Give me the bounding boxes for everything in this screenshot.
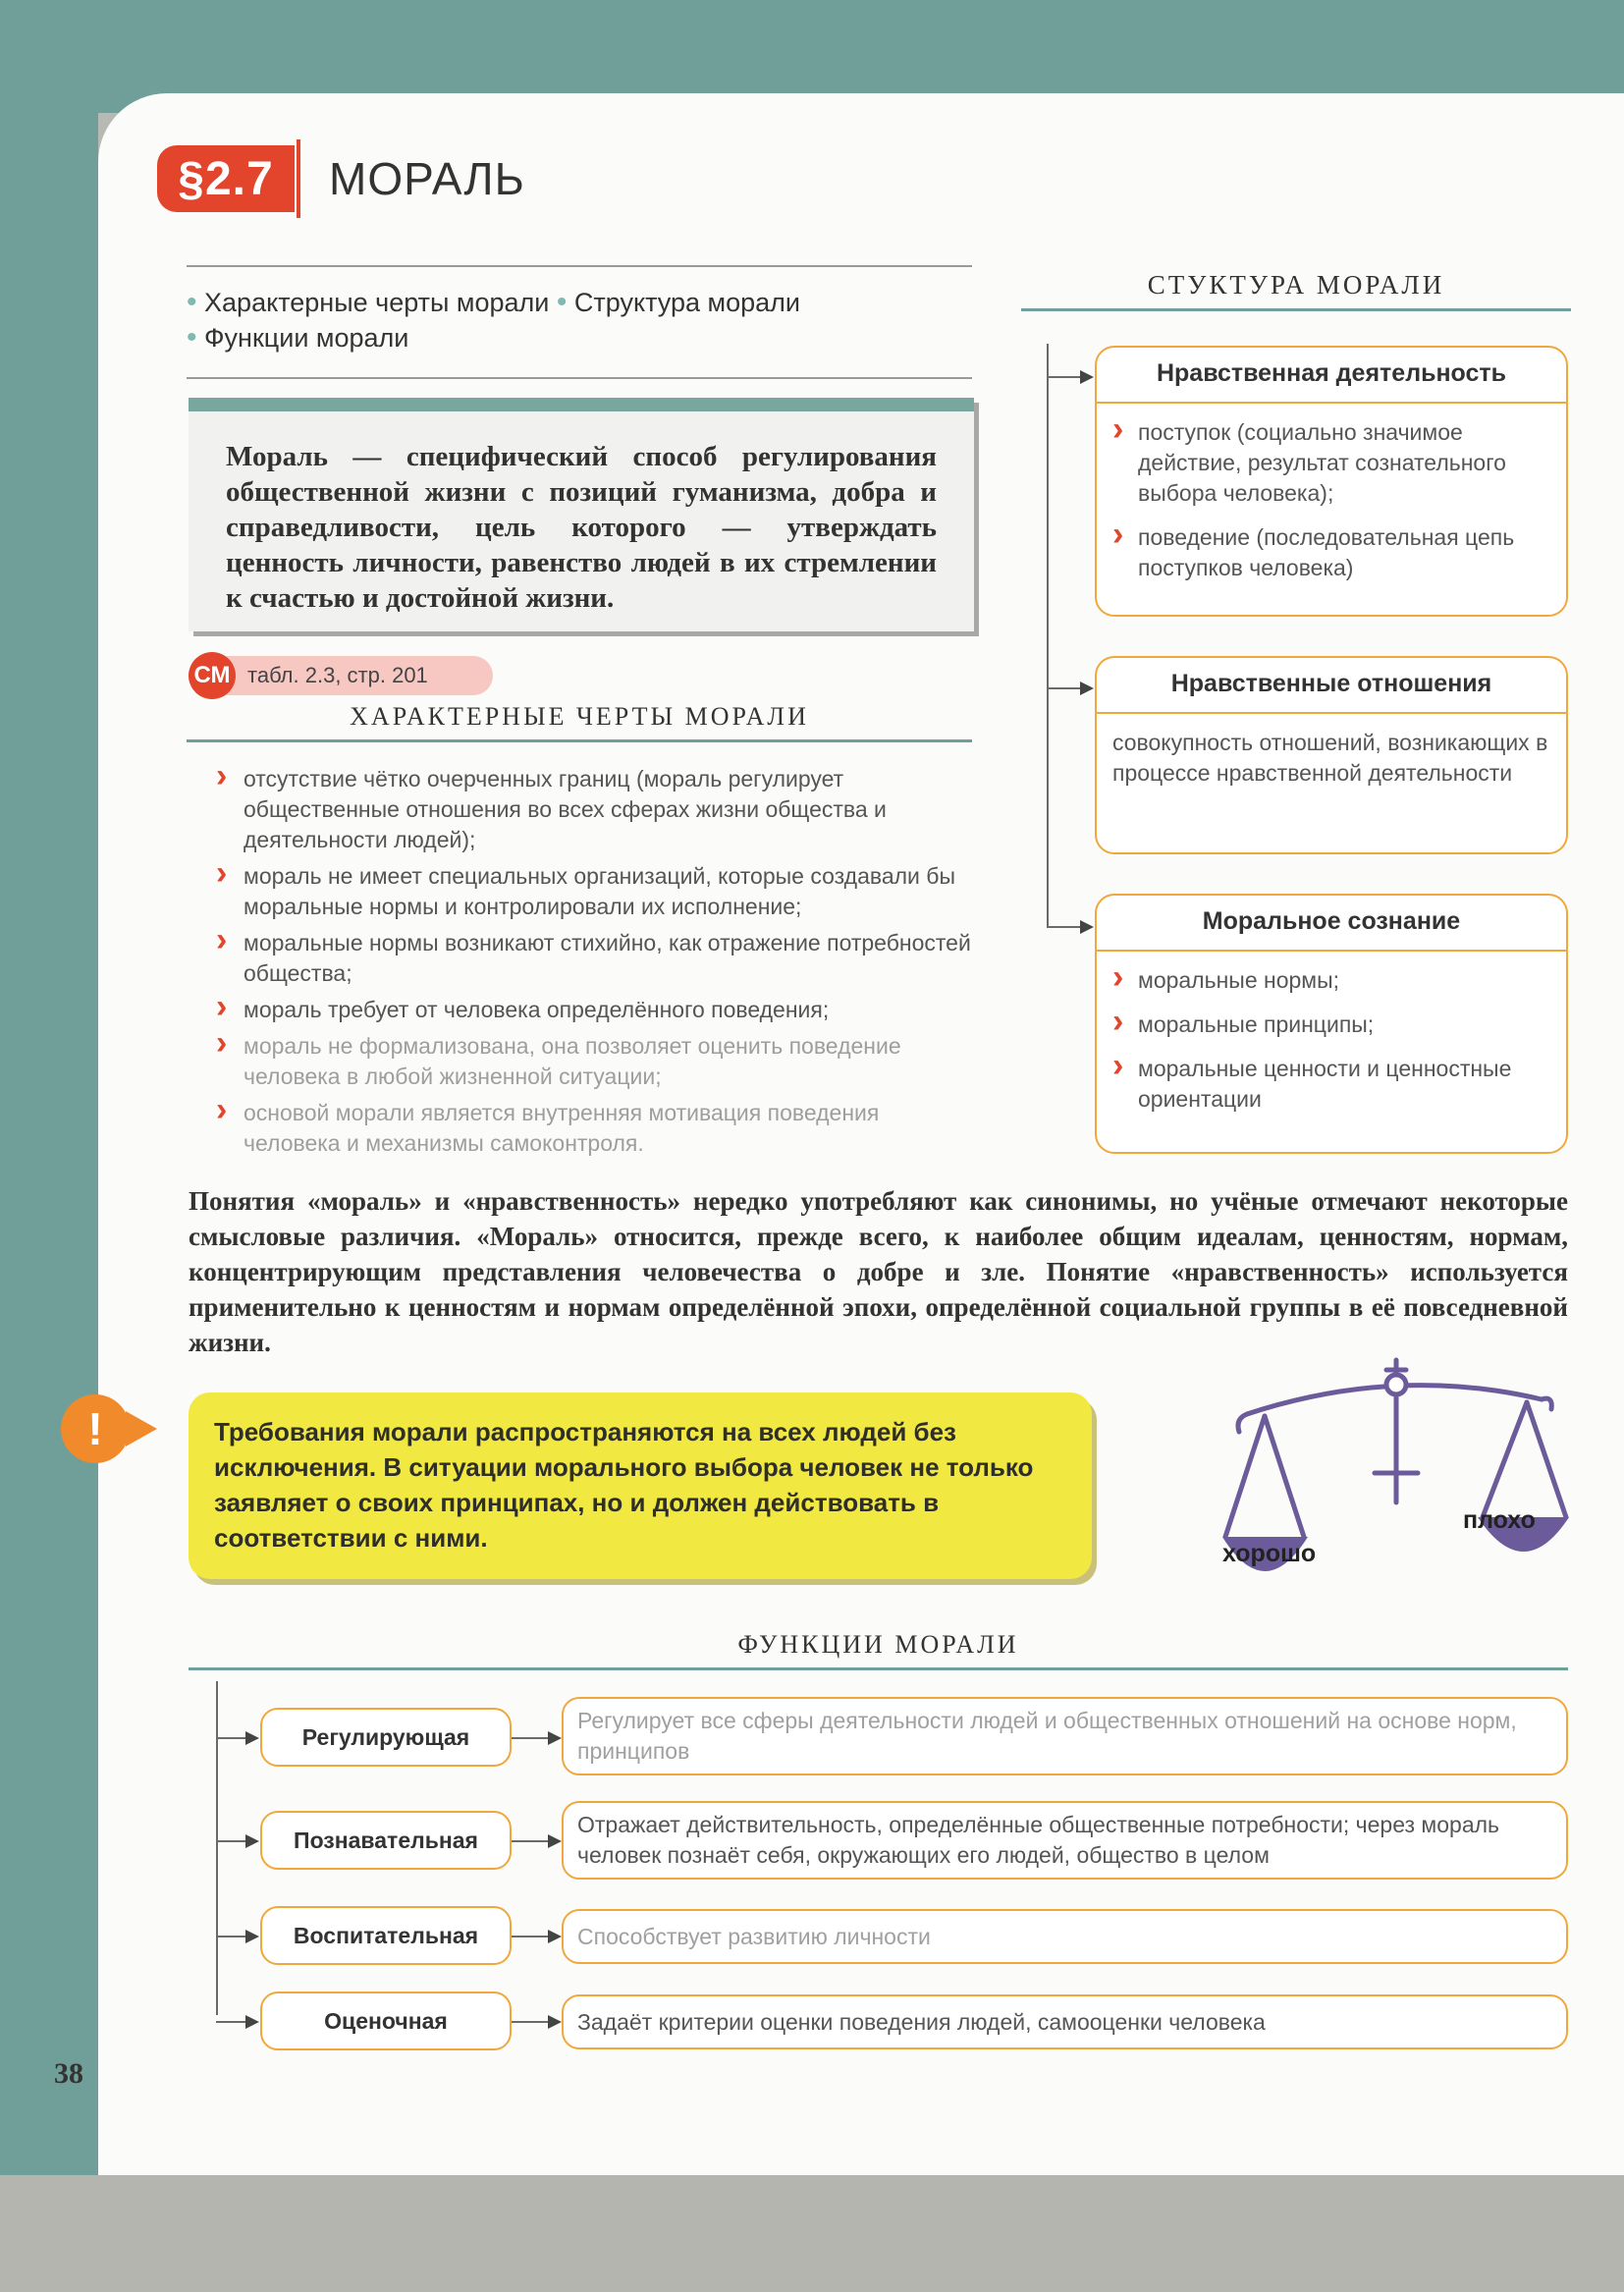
structure-box-body [1097, 404, 1566, 611]
section-divider [297, 139, 300, 218]
list-item: › моральные ценности и ценностные ориентации [1112, 1054, 1550, 1115]
connector-line [1047, 376, 1081, 378]
section-number-badge: §2.7 [157, 145, 295, 212]
function-desc-evaluative: Задаёт критерии оценки поведения людей, самооценки человека [562, 1994, 1568, 2049]
structure-heading: СТУКТУРА МОРАЛИ [1021, 270, 1571, 311]
scales-bad-label: плохо [1463, 1506, 1536, 1534]
topics-list [187, 265, 972, 379]
structure-box-relations [1095, 656, 1568, 854]
function-desc-regulatory: Регулирует все сферы деятельности людей и общественных отношений на основе норм, принципов [562, 1697, 1568, 1775]
function-desc-cognitive: Отражает действительность, определённые общественные потребности; через мораль человек познаёт себя, окружающих его людей, общество в целом [562, 1801, 1568, 1880]
topics-line-1 [187, 285, 972, 320]
topics-line-2 [187, 320, 972, 355]
arrow-right-icon [245, 1834, 259, 1848]
connector-line [216, 2021, 247, 2023]
features-list [216, 764, 972, 1165]
arrow-right-icon [245, 2015, 259, 2029]
bullet-dot-icon: • [187, 286, 197, 318]
features-heading: ХАРАКТЕРНЫЕ ЧЕРТЫ МОРАЛИ [187, 702, 972, 742]
scales-good-label: хорошо [1222, 1540, 1317, 1567]
list-item: › поведение (последовательная цепь поступков человека) [1112, 522, 1550, 583]
list-item: › основой морали является внутренняя мотивация поведения человека и механизмы самоконтроля. [216, 1098, 972, 1159]
list-item: › моральные нормы возникают стихийно, как отражение потребностей общества; [216, 928, 972, 989]
scales-icon [1218, 1355, 1571, 1610]
arrow-right-icon [548, 1930, 562, 1943]
page-number: 38 [54, 2057, 83, 2090]
structure-box-body: совокупность отношений, возникающих в процессе нравственной деятельности [1112, 730, 1548, 786]
definition-box [189, 398, 974, 631]
functions-connector-line [216, 1681, 218, 2015]
warning-pointer [126, 1411, 157, 1446]
warning-text: Требования морали распространяются на всех людей без исключения. В ситуации морального выбора человек не только заявляет о своих принципах, но и должен действовать в соответствии с ними. [214, 1417, 1034, 1553]
exclamation-icon: ! [61, 1394, 130, 1463]
reference-pill [189, 656, 493, 695]
connector-line [216, 1840, 247, 1842]
list-item: › отсутствие чётко очерченных границ (мораль регулирует общественные отношения во всех сферах жизни общества и деятельности людей); [216, 764, 972, 855]
section-title: МОРАЛЬ [329, 153, 525, 204]
structure-box-consciousness [1095, 894, 1568, 1154]
connector-line [216, 1737, 247, 1739]
list-item: › мораль не имеет специальных организаций, которые создавали бы моральные нормы и контролировали их исполнение; [216, 861, 972, 922]
list-item: › моральные принципы; [1112, 1010, 1550, 1040]
connector-line [512, 1840, 549, 1842]
function-name-evaluative: Оценочная [260, 1992, 512, 2050]
structure-box-activity [1095, 346, 1568, 617]
list-item: › поступок (социально значимое действие, результат сознательного выбора человека); [1112, 417, 1550, 509]
structure-connector-line [1047, 344, 1049, 928]
list-item: › мораль требует от человека определённого поведения; [216, 995, 972, 1025]
structure-box-title: Моральное сознание [1097, 896, 1566, 952]
body-paragraph: Понятия «мораль» и «нравственность» нередко употребляют как синонимы, но учёные отмечают некоторые смысловые различия. «Мораль» относится, прежде всего, к наиболее общим идеалам, ценностям, нормам, концентрирующим представления человечества о добре и зле. Понятие «нравственность» используется применительно к ценностям и нормам определённой эпохи, определённой социальной группы в её повседневной жизни. [189, 1186, 1568, 1357]
arrow-right-icon [245, 1930, 259, 1943]
topic-item: Функции морали [204, 323, 409, 353]
topic-item: Структура морали [573, 288, 800, 317]
arrow-right-icon [1080, 682, 1094, 695]
bullet-dot-icon: • [187, 321, 197, 354]
structure-box-title: Нравственная деятельность [1097, 348, 1566, 404]
arrow-right-icon [1080, 370, 1094, 384]
function-name-regulatory: Регулирующая [260, 1708, 512, 1767]
structure-box-title: Нравственные отношения [1097, 658, 1566, 714]
arrow-right-icon [1080, 920, 1094, 934]
reference-text: табл. 2.3, стр. 201 [247, 663, 428, 687]
arrow-right-icon [548, 2015, 562, 2029]
structure-box-body [1097, 952, 1566, 1142]
functions-heading: ФУНКЦИИ МОРАЛИ [189, 1630, 1568, 1670]
bullet-dot-icon: • [556, 286, 568, 318]
connector-line [1047, 926, 1081, 928]
connector-line [512, 1737, 549, 1739]
function-desc-educational: Способствует развитию личности [562, 1909, 1568, 1964]
connector-line [1047, 687, 1081, 689]
arrow-right-icon [548, 1731, 562, 1745]
definition-text: Мораль — специфический способ регулирования общественной жизни с позиций гуманизма, добра и справедливости, цель которого — утверждать ценность личности, равенство людей в их стремлении к счастью и достойной жизни. [226, 441, 937, 614]
warning-box [189, 1392, 1092, 1579]
reference-badge: СМ [189, 652, 236, 699]
connector-line [216, 1936, 247, 1937]
arrow-right-icon [245, 1731, 259, 1745]
function-name-cognitive: Познавательная [260, 1811, 512, 1870]
connector-line [512, 1936, 549, 1937]
connector-line [512, 2021, 549, 2023]
list-item: › мораль не формализована, она позволяет оценить поведение человека в любой жизненной ситуации; [216, 1031, 972, 1092]
topic-item: Характерные черты морали [204, 288, 550, 317]
arrow-right-icon [548, 1834, 562, 1848]
function-name-educational: Воспитательная [260, 1906, 512, 1965]
list-item: › моральные нормы; [1112, 965, 1550, 996]
